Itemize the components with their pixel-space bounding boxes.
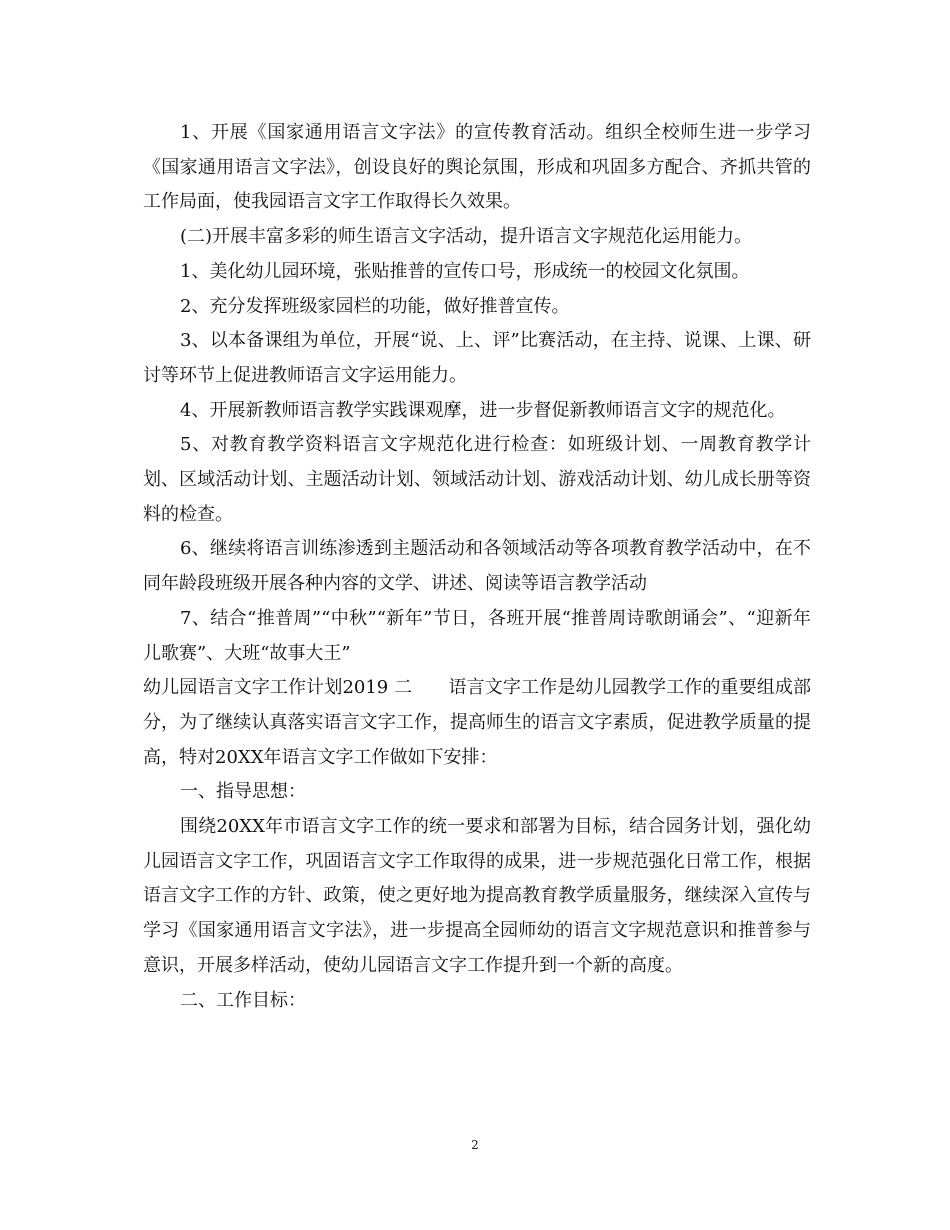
page-number: 2 (471, 1138, 479, 1152)
paragraph-8: 6、继续将语言训练渗透到主题活动和各领域活动等各项教育教学活动中，在不同年龄段班级开展各种内容的文学、讲述、阅读等语言教学活动 (143, 538, 811, 595)
paragraph-2: (二)开展丰富多彩的师生语言文字活动，提升语言文字规范化运用能力。 (180, 226, 753, 248)
heading-guiding-thought: 一、指导思想： (180, 781, 306, 803)
section-heading-paragraph: 幼儿园语言文字工作计划2019 二 语言文字工作是幼儿园教学工作的重要组成部分，为了继续认真落实语言文字工作，提高师生的语言文字素质，促进教学质量的提高，特对20XX年语言文字工作做如下安排： (143, 677, 811, 768)
paragraph-4: 2、充分发挥班级家园栏的功能，做好推普宣传。 (180, 295, 570, 317)
paragraph-3: 1、美化幼儿园环境，张贴推普的宣传口号，形成统一的校园文化氛围。 (180, 260, 750, 282)
document-body (143, 116, 811, 1018)
paragraph-7: 5、对教育教学资料语言文字规范化进行检查：如班级计划、一周教育教学计划、区域活动计划、主题活动计划、领域活动计划、游戏活动计划、幼儿成长册等资料的检查。 (143, 434, 811, 525)
paragraph-1: 1、开展《国家通用语言文字法》的宣传教育活动。组织全校师生进一步学习《国家通用语言文字法》，创设良好的舆论氛围，形成和巩固多方配合、齐抓共管的工作局面，使我园语言文字工作取得长久效果。 (143, 122, 811, 213)
paragraph-guiding-thought: 围绕20XX年市语言文字工作的统一要求和部署为目标，结合园务计划，强化幼儿园语言文字工作，巩固语言文字工作取得的成果，进一步规范强化日常工作，根据语言文字工作的方针、政策，使之更好地为提高教育教学质量服务，继续深入宣传与学习《国家通用语言文字法》，进一步提高全园师幼的语言文字规范意识和推普参与意识，开展多样活动，使幼儿园语言文字工作提升到一个新的高度。 (143, 816, 811, 976)
paragraph-6: 4、开展新教师语言教学实践课观摩，进一步督促新教师语言文字的规范化。 (180, 399, 786, 421)
paragraph-5: 3、以本备课组为单位，开展“说、上、评”比赛活动，在主持、说课、上课、研讨等环节上促进教师语言文字运用能力。 (143, 330, 811, 386)
heading-work-goals: 二、工作目标： (180, 989, 306, 1011)
paragraph-9: 7、结合“推普周”“中秋”“新年”节日，各班开展“推普周诗歌朗诵会”、“迎新年儿歌赛”、大班“故事大王” (143, 607, 811, 664)
